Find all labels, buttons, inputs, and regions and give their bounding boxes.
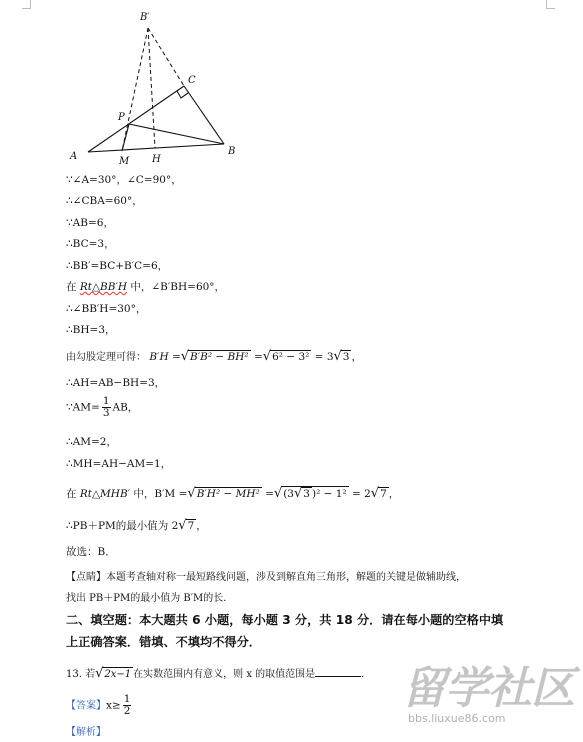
radicand: 2x−1 <box>104 669 132 680</box>
page-corner-mark <box>22 0 31 9</box>
page-corner-mark <box>546 0 555 9</box>
watermark <box>402 663 578 736</box>
label-m: M <box>119 156 130 166</box>
solution-line: ∴∠CBA=60°， <box>66 195 143 207</box>
solution-line: ∴AH=AB−BH=3， <box>66 377 166 389</box>
radicand: 6² − 3² <box>272 351 310 363</box>
answer-tag: 【答案】 <box>66 700 106 712</box>
solution-line: ∵∠A=30°，∠C=90°， <box>66 174 182 186</box>
segment-p-b <box>129 124 224 144</box>
solution-conclusion: 故选：B． <box>66 546 116 558</box>
question-13: 13. 若√2x−1 在实数范围内有意义，则 x 的取值范围是 ． <box>66 666 372 681</box>
radicand: (3√3 )² − 1² <box>283 486 347 501</box>
section-heading: 二、填空题：本大题共 6 小题，每小题 3 分，共 18 分．请在每小题的空格中填 <box>66 613 504 627</box>
comment-line: 【点睛】本题考查轴对称一最短路线问题，涉及到解直角三角形，解题的关键是做辅助线， <box>66 572 466 583</box>
geometry-figure <box>60 6 260 166</box>
radicand: 3 <box>342 351 350 363</box>
segment-b-c <box>184 86 224 144</box>
solution-line-fraction: ∵AM= $\frac{1}{3}$ AB， <box>66 395 139 419</box>
comment-line: 找出 PB＋PM的最小值为 B′M的长． <box>66 593 234 604</box>
triangle-name: Rt△MHB′ <box>79 488 131 500</box>
answer-line: 【答案】x≥ $\frac{1}{2}$ <box>66 693 131 717</box>
label-a: A <box>70 151 78 162</box>
triangle-name: Rt△BB′H <box>79 281 128 293</box>
label-b: B <box>228 146 236 157</box>
solution-line: ∴MH=AH−AM=1， <box>66 458 172 470</box>
segment-bprime-h <box>148 28 155 148</box>
fraction: $\frac{1}{3}$ <box>102 395 110 419</box>
segment-a-c <box>88 86 184 152</box>
radicand: 7 <box>380 488 387 500</box>
radicand: 7 <box>187 520 195 532</box>
solution-line: ∴BC=3， <box>66 238 115 250</box>
solution-line: ∴BH=3， <box>66 324 116 336</box>
right-angle-mark-c <box>177 91 188 98</box>
solution-line: ∵AB=6， <box>66 217 114 229</box>
solution-line: ∴AM=2， <box>66 436 117 448</box>
solution-line-minimum: ∴PB＋PM的最小值为 2√7 ， <box>66 518 207 533</box>
radicand: B′H² − MH² <box>196 488 260 500</box>
segment-bprime-m <box>122 28 148 151</box>
label-c: C <box>188 75 196 86</box>
label-b-prime: B′ <box>140 12 150 23</box>
solution-line: ∴BB′=BC+B′C=6， <box>66 260 169 272</box>
radicand: B′B² − BH² <box>190 351 249 363</box>
solution-line: 在 Rt△BB′H 中，∠B′BH=60°， <box>66 281 226 293</box>
solution-line-pythagoras: 由勾股定理可得： B′H =√B′B² − BH² =√6² − 3² = 3√3 ， <box>66 349 362 364</box>
watermark-logo: 留学社区 <box>402 663 574 714</box>
solution-line-bprime-m: 在 Rt△MHB′ 中，B′M =√B′H² − MH² =√(3√3 )² − 1² = 2√7 ， <box>66 486 400 501</box>
fraction: $\frac{1}{2}$ <box>123 693 131 717</box>
segment-bprime-c <box>148 28 184 86</box>
answer-blank <box>315 666 361 677</box>
watermark-url: bbs.liuxue86.com <box>408 712 506 725</box>
segment-a-b <box>88 144 224 152</box>
label-p: P <box>118 112 125 123</box>
label-h: H <box>152 154 161 165</box>
solution-line: ∴∠BB′H=30°， <box>66 303 147 315</box>
analysis-tag: 【解析】 <box>66 727 106 738</box>
section-heading: 上正确答案．错填、不填均不得分． <box>66 635 261 649</box>
